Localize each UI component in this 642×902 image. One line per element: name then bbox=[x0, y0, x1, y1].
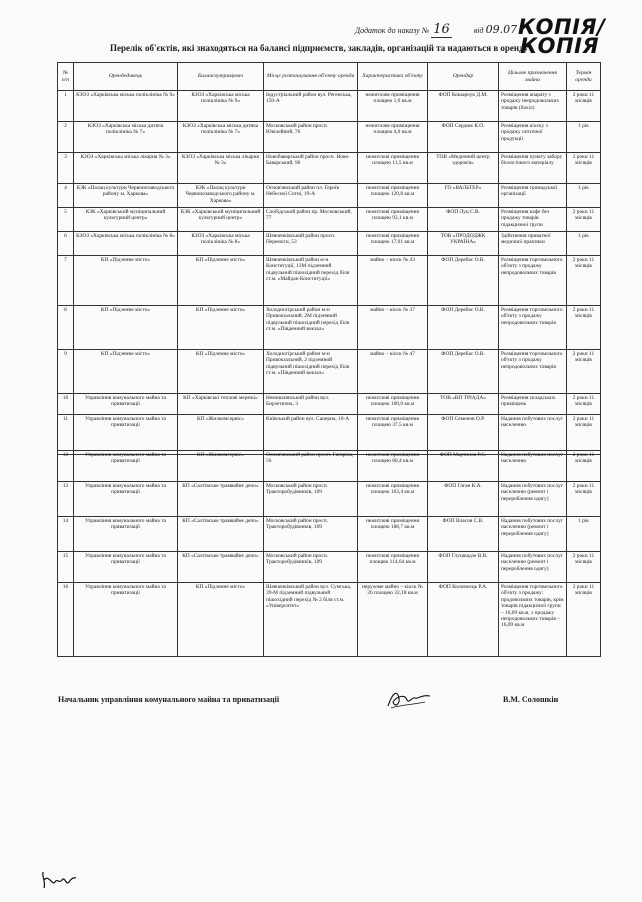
table-cell: КП «Підземне місто» bbox=[74, 306, 178, 350]
table-row bbox=[58, 415, 601, 455]
table-cell: майно – кіоск № 47 bbox=[358, 350, 428, 394]
table-cell: Здійснення приватної медичної практики bbox=[499, 232, 567, 256]
table-cell: 2 роки 11 місяців bbox=[567, 451, 601, 482]
table-cell: 2 роки 11 місяців bbox=[567, 153, 601, 184]
table-row bbox=[58, 451, 601, 482]
table-body-1 bbox=[58, 91, 601, 455]
table-cell: нежитлові приміщення площею 11,5 кв.м bbox=[358, 153, 428, 184]
table-cell: 8 bbox=[58, 306, 74, 350]
table-cell: 1 рік bbox=[567, 184, 601, 208]
table-cell: КП «Підземне місто» bbox=[178, 306, 264, 350]
table-cell: Основ'янський район просп. Гагаріна, 56 bbox=[264, 451, 358, 482]
table-cell: Київський район вул. Саперна, 10-А bbox=[264, 415, 358, 455]
table-row bbox=[58, 306, 601, 350]
table-cell: 1 рік bbox=[567, 122, 601, 153]
table-row bbox=[58, 122, 601, 153]
table-cell: Розміщення торговельного об'єкту з продажу: продовольчих товарів, крім товарів підакцизної групи – 16,09 кв.м, з продажу непродовольчих товарів – 16,09 кв.м bbox=[499, 583, 567, 657]
table-cell: Шевченківський район м-н Конституції, 13М підземний підвульний пішохідний перехід біля ст.м. «Майдан Конституції» bbox=[264, 256, 358, 306]
table-cell: Розміщення кафе без продажу товарів підакцизної групи bbox=[499, 208, 567, 232]
table-cell: Слобідський район пр. Московський, 77 bbox=[264, 208, 358, 232]
table-cell: Індустріальний район вул. Регенська, 150-А bbox=[264, 91, 358, 122]
table-cell: КП «Підземне місто» bbox=[178, 256, 264, 306]
table-cell: ФОП Луц С.В. bbox=[428, 208, 499, 232]
table-cell: 7 bbox=[58, 256, 74, 306]
table-cell: 10 bbox=[58, 394, 74, 415]
col-header: Цільове призначення майна bbox=[499, 63, 567, 91]
table-cell: нежитлові приміщення площею 188,7 кв.м bbox=[358, 517, 428, 552]
handwritten-initials bbox=[40, 868, 78, 892]
table-cell: 16 bbox=[58, 583, 74, 657]
table-cell: 14 bbox=[58, 517, 74, 552]
table-cell: нежитлові приміщення площею 120,8 кв.м bbox=[358, 184, 428, 208]
table-cell: Новобаварський район просп. Ново-Баварський, 90 bbox=[264, 153, 358, 184]
table-cell: нежитлове приміщення площею 1,0 кв.м bbox=[358, 91, 428, 122]
table-cell: 6 bbox=[58, 232, 74, 256]
table-cell: 2 роки 11 місяців bbox=[567, 256, 601, 306]
table-row bbox=[58, 552, 601, 583]
table-cell: 2 роки 11 місяців bbox=[567, 583, 601, 657]
table-cell: ФОП Деребас О.В. bbox=[428, 350, 499, 394]
table-cell: КЗК «Палац культури Червонозаводського району м. Харкова» bbox=[178, 184, 264, 208]
table-row bbox=[58, 482, 601, 517]
table-cell: Основ'янський район пл. Героїв Небесної Сотні, 19-А bbox=[264, 184, 358, 208]
table-cell: Московський район просп. Тракторобудівників, 109 bbox=[264, 482, 358, 517]
table-cell: Шевченківський район вул. Сумська, 39-М підземний підвульний пішохідний перехід № 2 біля ст.м. «Університет» bbox=[264, 583, 358, 657]
table-cell: КЗК «Харківський муніципальний культурний центр» bbox=[74, 208, 178, 232]
table-cell: Надання побутових послуг населенню (ремонт і перероблення одягу) bbox=[499, 552, 567, 583]
table-cell: 1 рік bbox=[567, 232, 601, 256]
order-number: 16 bbox=[433, 22, 450, 37]
table-cell: Управління комунального майна та приватизації bbox=[74, 583, 178, 657]
table-cell: Розміщення апарату з продажу непродовольчих товарів (бахіл) bbox=[499, 91, 567, 122]
table-cell: КЗОЗ «Харківська міська поліклініка № 9» bbox=[178, 91, 264, 122]
table-cell: Розміщення пункту забору біологічного матеріалу bbox=[499, 153, 567, 184]
table-cell: Управління комунального майна та приватизації bbox=[74, 517, 178, 552]
table-cell: Розміщення торговельного об'єкту з продажу непродовольчих товарів bbox=[499, 256, 567, 306]
signer-name: В.М. Солошкін bbox=[503, 695, 559, 704]
table-cell: КЗОЗ «Харківська міська поліклініка № 9» bbox=[74, 91, 178, 122]
table-cell: Управління комунального майна та приватизації bbox=[74, 482, 178, 517]
table-cell: КП «Підземне місто» bbox=[178, 350, 264, 394]
table-cell: КЗК «Палац культури Червонозаводського району м. Харкова» bbox=[74, 184, 178, 208]
table-cell: нежитлові приміщення площею 163,4 кв.м bbox=[358, 482, 428, 517]
table-cell: Немишлянський район вул. Бирзетична, 3 bbox=[264, 394, 358, 415]
table-cell: Надання побутових послуг населенню bbox=[499, 415, 567, 455]
objects-table-1 bbox=[57, 62, 601, 455]
table-cell: 2 роки 11 місяців bbox=[567, 482, 601, 517]
table-cell: Холодногірський район м-н Привокзальний, 2М підземний підвульний пішохідний перехід біля ст.м. «Південний вокзал» bbox=[264, 306, 358, 350]
table-cell: ФОП Деребас О.В. bbox=[428, 306, 499, 350]
table-cell: нерухоме майно – кіоск № 26 площею 32,18 кв.м bbox=[358, 583, 428, 657]
table-cell: 1 bbox=[58, 91, 74, 122]
table-cell: 2 роки 11 місяців bbox=[567, 91, 601, 122]
table-cell: 15 bbox=[58, 552, 74, 583]
table-cell: Розміщення кіоску з продажу оптичної продукції bbox=[499, 122, 567, 153]
table-row bbox=[58, 232, 601, 256]
col-header: Термін оренди bbox=[567, 63, 601, 91]
signature-image bbox=[385, 688, 433, 710]
table-row bbox=[58, 517, 601, 552]
table-row bbox=[58, 153, 601, 184]
table-cell: 2 роки 11 місяців bbox=[567, 208, 601, 232]
table-cell: КЗОЗ «Харківська міська лікарня № 3» bbox=[74, 153, 178, 184]
table-cell: КП «Салтівське трамвайне депо» bbox=[178, 517, 264, 552]
table-cell: майно – кіоск № 43 bbox=[358, 256, 428, 306]
table-cell: Холодногірський район м-н Привокзальний, 2 підземний підвульний пішохідний перехід біля ст.м. «Південний вокзал» bbox=[264, 350, 358, 394]
table-cell: ФОП Коломоєць Р.А. bbox=[428, 583, 499, 657]
table-cell: ГО «ВАЛЬТЕР» bbox=[428, 184, 499, 208]
table-cell: КП «Підземне місто» bbox=[74, 256, 178, 306]
table-cell: Розміщення громадської організації bbox=[499, 184, 567, 208]
table-cell: КП «Жилкомсервіс» bbox=[178, 451, 264, 482]
table-cell: КЗОЗ «Харківська міська лікарня № 3» bbox=[178, 153, 264, 184]
appendix-prefix: Додаток до наказу № bbox=[355, 26, 430, 35]
table-cell: КП «Жилкомсервіс» bbox=[178, 415, 264, 455]
table-cell: ФОП Мартинов Р.С. bbox=[428, 451, 499, 482]
table-body-2 bbox=[58, 451, 601, 657]
table-cell: Московський район просп. Тракторобудівників, 109 bbox=[264, 517, 358, 552]
table-cell: Надання побутових послуг населенню (ремонт і перероблення одягу) bbox=[499, 482, 567, 517]
table-cell: 2 роки 11 місяців bbox=[567, 552, 601, 583]
col-header: Орендодавець bbox=[74, 63, 178, 91]
table-cell: КЗОЗ «Харківська міська дитяча поліклініка № 7» bbox=[74, 122, 178, 153]
table-cell: Надання побутових послуг населенню bbox=[499, 451, 567, 482]
table-cell: КП «Підземне місто» bbox=[74, 350, 178, 394]
table-cell: Розміщення торговельного об'єкту з продажу непродовольчих товарів bbox=[499, 350, 567, 394]
table-cell: ТОВ «Медичний центр здоров'я» bbox=[428, 153, 499, 184]
table-cell: майно – кіоск № 37 bbox=[358, 306, 428, 350]
table-row bbox=[58, 394, 601, 415]
table-cell: нежитлові приміщення площею 114,64 кв.м bbox=[358, 552, 428, 583]
appendix-header bbox=[355, 22, 517, 37]
col-header: Характеристика об'єкту bbox=[358, 63, 428, 91]
table-cell: 12 bbox=[58, 451, 74, 482]
col-header: Балансоутримувач bbox=[178, 63, 264, 91]
table-cell: 2 bbox=[58, 122, 74, 153]
date-prefix: від bbox=[473, 26, 484, 35]
table-cell: КП «Харківські теплові мережі» bbox=[178, 394, 264, 415]
table-cell: 2 роки 11 місяців bbox=[567, 415, 601, 455]
table-cell: Шевченківський район просп. Перемоги, 53 bbox=[264, 232, 358, 256]
stamp-line-1: КОПІЯ/ bbox=[518, 15, 606, 39]
order-date: 09.07 bbox=[485, 23, 518, 36]
table-cell: нежитлові приміщення площею 17,01 кв.м bbox=[358, 232, 428, 256]
table-cell: 2 роки 11 місяців bbox=[567, 394, 601, 415]
table-cell: Московський район просп. Тракторобудівників, 109 bbox=[264, 552, 358, 583]
table-cell: КЗК «Харківський муніципальний культурний центр» bbox=[178, 208, 264, 232]
table-row bbox=[58, 583, 601, 657]
signer-position: Начальник управління комунального майна та приватизації bbox=[58, 695, 280, 704]
table-cell: нежитлові приміщення площею 93,1 кв.м bbox=[358, 208, 428, 232]
stamp-line-2: КОПІЯ bbox=[520, 34, 600, 58]
table-cell: Управління комунального майна та приватизації bbox=[74, 415, 178, 455]
table-cell: 3 bbox=[58, 153, 74, 184]
table-cell: ТОВ «ПРОДОДЖК УКРАЇНА» bbox=[428, 232, 499, 256]
table-cell: нежитлове приміщення площею 4,0 кв.м bbox=[358, 122, 428, 153]
copy-stamp bbox=[518, 15, 642, 58]
table-cell: ФОП Деребас О.В. bbox=[428, 256, 499, 306]
table-cell: 11 bbox=[58, 415, 74, 455]
table-row bbox=[58, 350, 601, 394]
table-cell: 9 bbox=[58, 350, 74, 394]
table-cell: Управління комунального майна та приватизації bbox=[74, 394, 178, 415]
table-cell: 13 bbox=[58, 482, 74, 517]
table-cell: ФОП Власов С.В. bbox=[428, 517, 499, 552]
objects-table-2 bbox=[57, 450, 601, 657]
table-cell: 2 роки 11 місяців bbox=[567, 306, 601, 350]
table-cell: КЗОЗ «Харківська міська поліклініка № 8» bbox=[74, 232, 178, 256]
table-cell: ТОВ «ВП ТРІАДА» bbox=[428, 394, 499, 415]
table-row bbox=[58, 256, 601, 306]
table-header-row bbox=[58, 63, 601, 91]
table-cell: 2 роки 11 місяців bbox=[567, 350, 601, 394]
table-cell: Надання побутових послуг населенню (ремонт і перероблення одягу) bbox=[499, 517, 567, 552]
table-cell: нежитлові приміщення площею 37,5 кв.м bbox=[358, 415, 428, 455]
table-row bbox=[58, 91, 601, 122]
table-row bbox=[58, 208, 601, 232]
table-cell: Управління комунального майна та приватизації bbox=[74, 451, 178, 482]
table-cell: КП «Підземне місто» bbox=[178, 583, 264, 657]
table-cell: 4 bbox=[58, 184, 74, 208]
table-cell: 1 рік bbox=[567, 517, 601, 552]
table-cell: ФОП Семенов О.Р. bbox=[428, 415, 499, 455]
table-cell: КЗОЗ «Харківська міська поліклініка № 8» bbox=[178, 232, 264, 256]
table-cell: ФОП Глушкадзе В.В. bbox=[428, 552, 499, 583]
table-cell: ФОП Сердюк К.О. bbox=[428, 122, 499, 153]
table-cell: ФОП Кошарчук Д.М. bbox=[428, 91, 499, 122]
col-header: Місце розташування об'єкту оренди bbox=[264, 63, 358, 91]
table-cell: Московський район просп. Ювілейний, 76 bbox=[264, 122, 358, 153]
table-cell: КП «Салтівське трамвайне депо» bbox=[178, 552, 264, 583]
table-cell: Розміщення складських приміщень bbox=[499, 394, 567, 415]
table-cell: Управління комунального майна та приватизації bbox=[74, 552, 178, 583]
col-header: № п/п bbox=[58, 63, 74, 91]
table-cell: нежитлові приміщення площею 100,0 кв.м bbox=[358, 394, 428, 415]
table-cell: КЗОЗ «Харківська міська дитяча поліклініка № 7» bbox=[178, 122, 264, 153]
table-cell: Розміщення торговельного об'єкту з продажу непродовольчих товарів bbox=[499, 306, 567, 350]
table-cell: ФОП Глган К.А. bbox=[428, 482, 499, 517]
col-header: Орендар bbox=[428, 63, 499, 91]
table-cell: КП «Салтівське трамвайне депо» bbox=[178, 482, 264, 517]
table-cell: 5 bbox=[58, 208, 74, 232]
table-row bbox=[58, 184, 601, 208]
table-cell: нежитлові приміщення площею 80,4 кв.м bbox=[358, 451, 428, 482]
document-title: Перелік об'єктів, які знаходяться на балансі підприємств, закладів, організацій та надаються в оренду bbox=[110, 43, 529, 53]
